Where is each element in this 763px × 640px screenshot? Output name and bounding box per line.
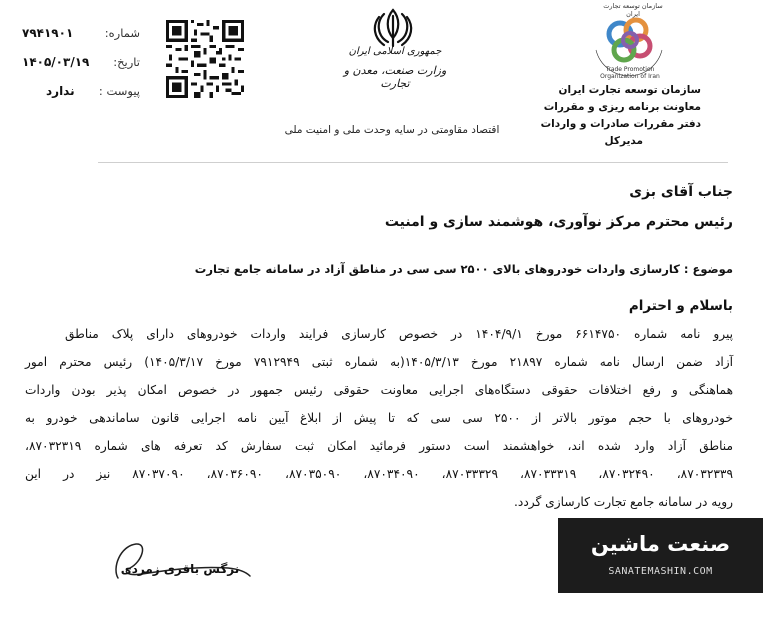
- signature-scribble-icon: [108, 538, 258, 584]
- organization-block: [531, 82, 701, 150]
- body-line: پیرو نامه شماره ۶۶۱۴۷۵۰ مورخ ۱۴۰۴/۹/۱ در خصوص کارسازی فرایند واردات خودروهای دارای پلاک مناطق: [65, 327, 734, 341]
- government-title: جمهوری اسلامی ایران: [348, 46, 442, 57]
- watermark-title: صنعت ماشین: [590, 532, 731, 556]
- body-line: خودروهای با حجم موتور بالاتر از ۲۵۰۰ سی سی که تا پیش از ابلاغ آیین نامه اجرایی قانون ساماندهی خودرو به: [25, 411, 733, 425]
- header-divider: [98, 162, 728, 163]
- org-line: معاونت برنامه ریزی و مقررات: [543, 101, 701, 113]
- org-line: سازمان توسعه تجارت ایران: [558, 84, 701, 96]
- tpo-logo-text-fa: سازمان توسعه تجارت ایران: [603, 2, 663, 18]
- letter-number-value: ۷۹۴۱۹۰۱: [22, 26, 74, 40]
- org-line: دفتر مقررات صادرات و واردات: [540, 118, 701, 130]
- addressee: جناب آقای بزی: [629, 184, 733, 200]
- signatory-name: نرگس باقری زمردی: [120, 562, 240, 576]
- letter-number: [22, 26, 140, 44]
- addressee-title: رئیس محترم مرکز نوآوری، هوشمند سازی و امنیت: [384, 214, 733, 230]
- body-line: ۸۷۰۳۲۳۳۹، ۸۷۰۳۲۴۹۰، ۸۷۰۳۳۳۱۹، ۸۷۰۳۳۳۲۹، ۸۷۰۳۴۰۹۰، ۸۷۰۳۵۰۹۰، ۸۷۰۳۶۰۹۰، ۸۷۰۳۷۰۹۰ نیز در این: [25, 467, 734, 481]
- tpo-logo-text-en: Trade Promotion Organization of Iran: [600, 66, 660, 80]
- letter-attachment-label: پیوست :: [98, 84, 140, 98]
- salutation: باسلام و احترام: [628, 298, 733, 314]
- slogan: اقتصاد مقاومتی در سایه وحدت ملی و امنیت ملی: [284, 124, 500, 136]
- letter-attachment: [22, 84, 140, 102]
- body-line: آزاد ضمن ارسال نامه شماره ۲۱۸۹۷ مورخ ۱۴۰۵/۳/۱۳(به شماره ثبتی ۷۹۱۲۹۴۹ مورخ ۱۴۰۵/۳/۱۷) رئیس محترم امور: [25, 355, 734, 369]
- watermark-url: SANATEMASHIN.COM: [608, 566, 713, 577]
- letter-subject: موضوع : کارسازی واردات خودروهای بالای ۲۵۰۰ سی سی در مناطق آزاد در سامانه جامع تجارت: [194, 262, 733, 276]
- letter-date: [22, 55, 140, 73]
- letter-attachment-value: ندارد: [46, 84, 75, 98]
- letter-date-value: ۱۴۰۵/۰۳/۱۹: [22, 55, 90, 69]
- body-line: هماهنگی و رفع اختلافات حقوقی دستگاه‌های اجرایی معاونت حقوقی رئیس جمهور در خصوص امکان پذیر بودن واردات: [25, 383, 733, 397]
- body-line: رویه در سامانه جامع تجارت کارسازی گردد.: [514, 495, 733, 509]
- org-line: مدیرکل: [604, 135, 643, 147]
- body-line: مناطق آزاد وارد شده اند، خواهشمند است دستور فرمائید امکان ثبت سفارش کد تعرفه های شماره ۸۷۰۳۲۳۱۹،: [25, 439, 733, 453]
- qr-code-icon: [166, 20, 244, 98]
- iran-emblem-icon: [372, 6, 414, 50]
- watermark: [558, 518, 763, 593]
- ministry-title: وزارت صنعت، معدن و تجارت: [343, 64, 447, 90]
- letter-number-label: شماره:: [104, 26, 140, 40]
- letter-date-label: تاریخ:: [113, 55, 140, 69]
